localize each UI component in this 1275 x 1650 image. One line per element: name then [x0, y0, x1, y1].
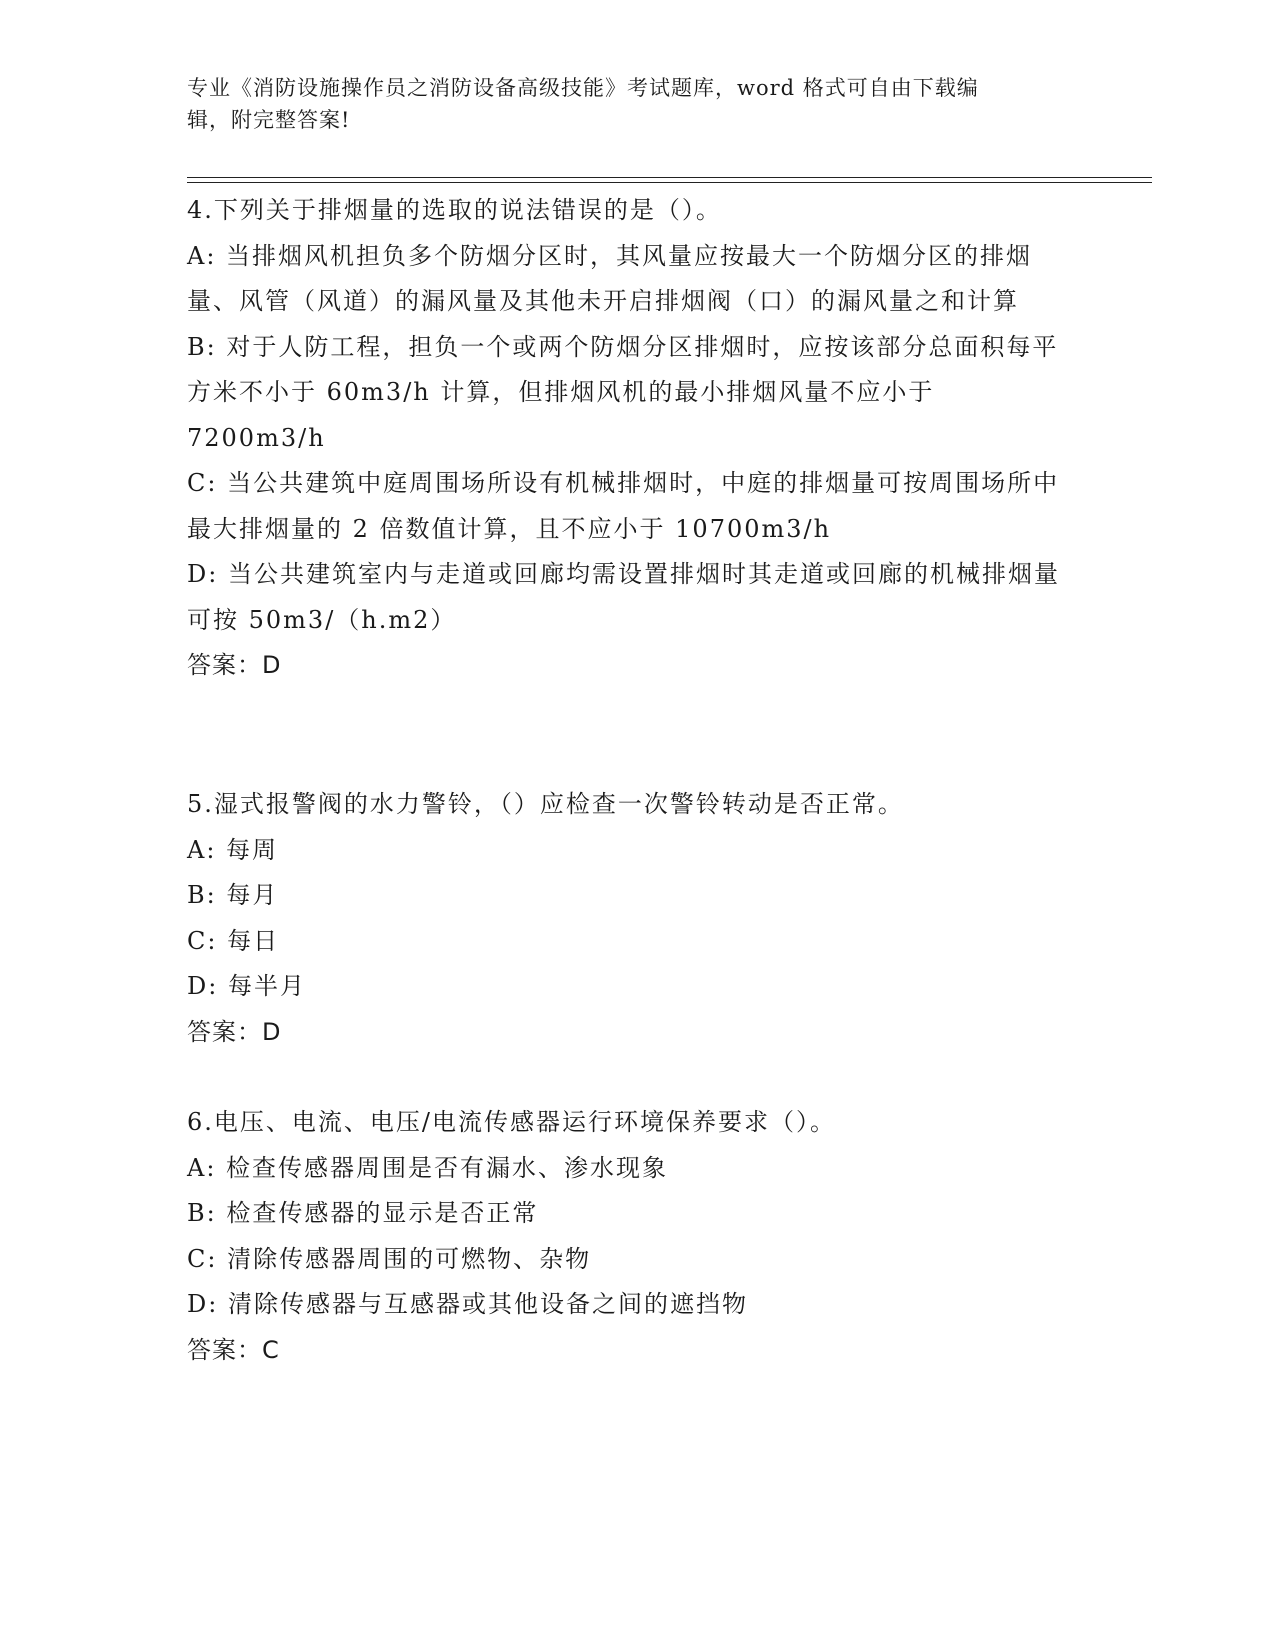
option-c: C: 清除传感器周围的可燃物、杂物 [187, 1244, 592, 1273]
header-line-2: 辑，附完整答案! [187, 108, 351, 132]
option-a: A: 每周 [187, 835, 279, 864]
answer-line: 答案：D [187, 651, 282, 679]
option-d: D: 清除传感器与互感器或其他设备之间的遮挡物 [187, 1290, 748, 1318]
header-rule-bottom [187, 182, 1152, 183]
answer-line: 答案：C [187, 1335, 280, 1364]
question-5 [187, 782, 1067, 1055]
option-d: D: 每半月 [187, 972, 306, 1000]
document-header [187, 72, 1087, 136]
option-b: B: 每月 [187, 881, 279, 909]
header-rule-top [187, 177, 1152, 178]
question-4 [187, 188, 1067, 689]
option-d: D: 当公共建筑室内与走道或回廊均需设置排烟时其走道或回廊的机械排烟量可按 50m3/（h.m2） [187, 560, 1060, 634]
question-6 [187, 1100, 1067, 1373]
option-a: A: 检查传感器周围是否有漏水、渗水现象 [187, 1153, 669, 1182]
option-b: B: 对于人防工程，担负一个或两个防烟分区排烟时，应按该部分总面积每平方米不小于 60m3/h 计算，但排烟风机的最小排烟风量不应小于 7200m3/h [187, 332, 1059, 452]
option-b: B: 检查传感器的显示是否正常 [187, 1199, 539, 1227]
question-stem: 4.下列关于排烟量的选取的说法错误的是（）。 [187, 196, 722, 224]
option-c: C: 每日 [187, 926, 280, 955]
question-stem: 6.电压、电流、电压/电流传感器运行环境保养要求（）。 [187, 1108, 836, 1136]
answer-line: 答案：D [187, 1017, 282, 1046]
option-a: A: 当排烟风机担负多个防烟分区时，其风量应按最大一个防烟分区的排烟量、风管（风道）的漏风量及其他未开启排烟阀（口）的漏风量之和计算 [187, 241, 1033, 315]
question-stem: 5.湿式报警阀的水力警铃，（）应检查一次警铃转动是否正常。 [187, 790, 904, 818]
header-line-1: 专业《消防设施操作员之消防设备高级技能》考试题库，word 格式可自由下载编 [187, 76, 979, 100]
option-c: C: 当公共建筑中庭周围场所设有机械排烟时，中庭的排烟量可按周围场所中最大排烟量的 2 倍数值计算，且不应小于 10700m3/h [187, 469, 1060, 543]
